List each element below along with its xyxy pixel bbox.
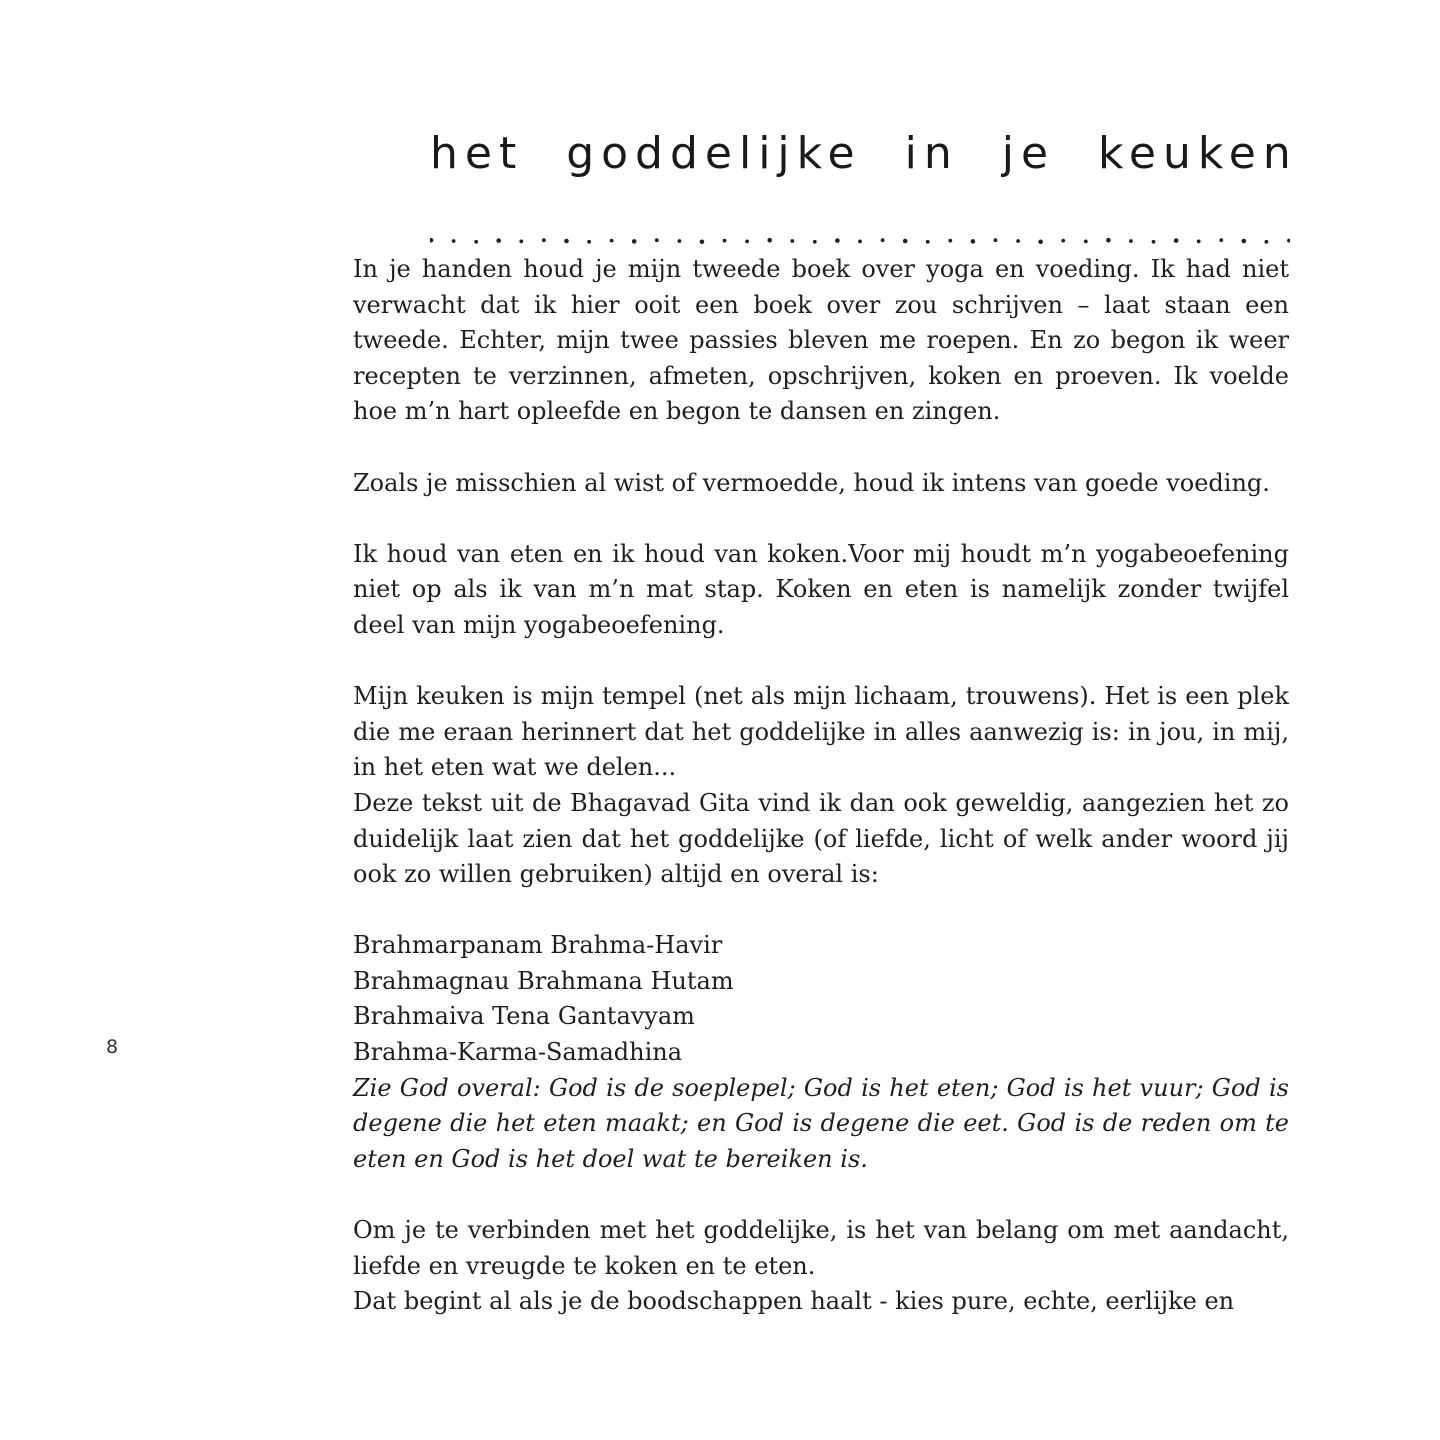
- page-title: het goddelijke in je keuken: [430, 128, 1298, 179]
- dotted-divider: [430, 236, 1290, 246]
- divider-dot: [564, 239, 569, 244]
- divider-dot: [971, 239, 976, 244]
- mantra-translation: Zie God overal: God is de soeplepel; God is het eten; God is het vuur; God is degene die het eten maakt; en God is degene die eet. God is de reden om te eten en God is het doel wat te bereiken is.: [353, 1073, 1289, 1173]
- divider-dot: [745, 240, 749, 244]
- divider-dot: [723, 239, 727, 243]
- divider-dot: [813, 240, 817, 244]
- divider-dot: [1084, 240, 1088, 244]
- paragraph-tempel: Mijn keuken is mijn tempel (net als mijn lichaam, trouwens). Het is een plek die me eraan herinnert dat het goddelijke in alles aanwezig is: in jou, in mij, in het eten wat we delen...: [353, 682, 1289, 782]
- mantra-line: Brahmarpanam Brahma-Havir: [353, 931, 723, 960]
- paragraph-boodschappen: Dat begint al als je de boodschappen haalt - kies pure, echte, eerlijke en: [353, 1287, 1235, 1316]
- divider-dot: [1038, 240, 1043, 245]
- body-text: [353, 252, 1289, 1320]
- divider-dot: [496, 238, 501, 243]
- paragraph-voeding: Zoals je misschien al wist of vermoedde, houd ik intens van goede voeding.: [353, 468, 1270, 497]
- divider-dot: [994, 238, 998, 242]
- mantra-line: Brahmaiva Tena Gantavyam: [353, 1002, 695, 1031]
- divider-dot: [948, 239, 952, 243]
- divider-dot: [1016, 239, 1020, 243]
- divider-dot: [903, 239, 908, 244]
- divider-dot: [610, 239, 614, 243]
- divider-dot: [858, 240, 862, 244]
- page-number: 8: [106, 1036, 119, 1058]
- divider-dot: [767, 238, 772, 243]
- divider-dot: [678, 239, 682, 243]
- divider-dot: [1129, 239, 1133, 243]
- divider-dot: [587, 240, 591, 244]
- divider-dot: [926, 240, 930, 244]
- divider-dot: [1174, 238, 1179, 243]
- divider-dot: [1287, 239, 1290, 243]
- divider-dot: [1242, 239, 1247, 244]
- divider-dot: [452, 239, 456, 243]
- divider-dot: [542, 238, 546, 242]
- paragraph-intro: In je handen houd je mijn tweede boek over yoga en voeding. Ik had niet verwacht dat ik hier ooit een boek over zou schrijven – laat staan een tweede. Echter, mijn twee passies bleven me roepen. En zo begon ik weer recepten te verzinnen, afmeten, opschrijven, koken en proeven. Ik voelde hoe m’n hart opleefde en begon te dansen en zingen.: [353, 255, 1289, 426]
- divider-dot: [835, 238, 840, 243]
- mantra-line: Brahma-Karma-Samadhina: [353, 1038, 683, 1067]
- divider-dot: [519, 240, 523, 244]
- divider-dot: [632, 239, 637, 244]
- divider-dot: [790, 239, 794, 243]
- mantra-line: Brahmagnau Brahmana Hutam: [353, 966, 734, 995]
- paragraph-bhagavad-gita: Deze tekst uit de Bhagavad Gita vind ik dan ook geweldig, aangezien het zo duidelijk laat zien dat het goddelijke (of liefde, licht of welk ander woord jij ook zo willen gebruiken) altijd en overal is:: [353, 788, 1289, 889]
- divider-dot: [700, 240, 705, 245]
- divider-dot: [881, 238, 885, 242]
- paragraph-aandacht: Om je te verbinden met het goddelijke, is het van belang om met aandacht, liefde en vreugde te koken en te eten.: [353, 1216, 1289, 1280]
- divider-dot: [1152, 240, 1156, 244]
- divider-dot: [1061, 239, 1065, 243]
- divider-dot: [430, 238, 433, 243]
- divider-dot: [474, 240, 478, 244]
- divider-dot: [1106, 238, 1111, 243]
- divider-dot: [655, 238, 659, 242]
- divider-dot: [1265, 240, 1269, 244]
- divider-dot: [1197, 240, 1201, 244]
- paragraph-koken: Ik houd van eten en ik houd van koken.Voor mij houdt m’n yogabeoefening niet op als ik van m’n mat stap. Koken en eten is namelijk zonder twijfel deel van mijn yogabeoefening.: [353, 539, 1289, 639]
- divider-dot: [1219, 238, 1223, 242]
